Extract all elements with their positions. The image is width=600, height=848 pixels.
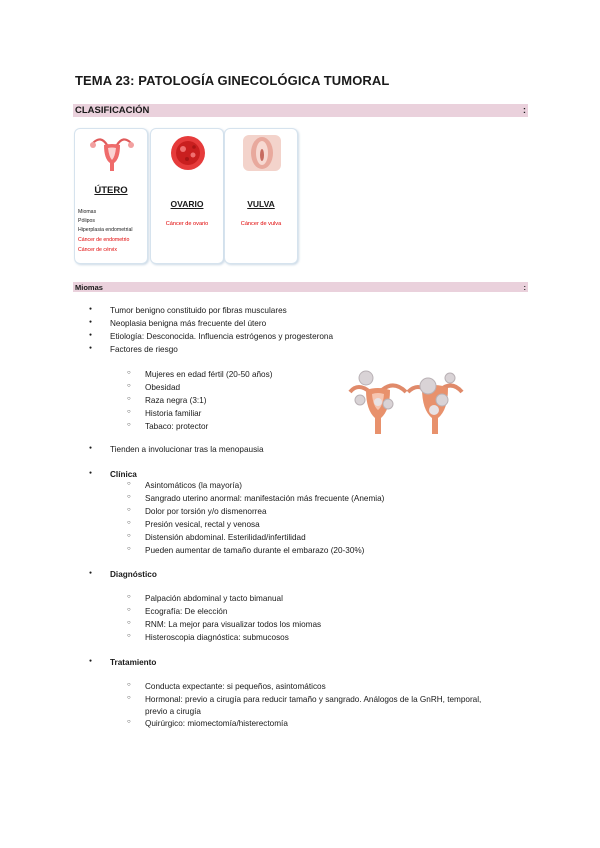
list-item: ○ Conducta expectante: si pequeños, asintomáticos bbox=[145, 682, 326, 691]
section-header-clasificacion bbox=[73, 104, 528, 117]
subsection-clinica: ● Clínica bbox=[110, 470, 137, 479]
card-subtitle: Cáncer de ovario bbox=[165, 221, 209, 227]
list-item-continuation: previo a cirugía bbox=[145, 707, 201, 716]
list-item: ● Etiología: Desconocida. Influencia estrógenos y progesterona bbox=[110, 332, 333, 341]
list-item: ○ Tabaco: protector bbox=[145, 422, 208, 431]
card-ovario bbox=[150, 128, 224, 264]
list-item: ○ Ecografía: De elección bbox=[145, 607, 227, 616]
uterus-icon bbox=[87, 133, 137, 173]
list-item: ○ Historia familiar bbox=[145, 409, 201, 418]
card-item: Hiperplasia endometrial bbox=[78, 227, 133, 233]
section-colon: : bbox=[523, 282, 526, 292]
list-item: ○ Hormonal: previo a cirugía para reducir tamaño y sangrado. Análogos de la GnRH, temporal, bbox=[145, 695, 481, 704]
list-item: ○ Sangrado uterino anormal: manifestación más frecuente (Anemia) bbox=[145, 494, 384, 503]
card-item: Miomas bbox=[78, 209, 97, 215]
subsection-tratamiento: ● Tratamiento bbox=[110, 658, 156, 667]
section-heading: CLASIFICACIÓN bbox=[75, 105, 150, 116]
card-title: OVARIO bbox=[170, 199, 204, 209]
vulva-icon bbox=[237, 133, 287, 173]
page-title: TEMA 23: PATOLOGÍA GINECOLÓGICA TUMORAL bbox=[75, 73, 390, 88]
section-heading: Miomas bbox=[75, 282, 103, 292]
card-vulva bbox=[224, 128, 298, 264]
card-subtitle: Cáncer de vulva bbox=[240, 221, 282, 227]
list-item: ○ Raza negra (3:1) bbox=[145, 396, 206, 405]
card-item: Cáncer de cérvix bbox=[78, 247, 117, 253]
list-item: ○ RNM: La mejor para visualizar todos los miomas bbox=[145, 620, 321, 629]
card-item: Pólipos bbox=[78, 218, 96, 224]
fibroid-uterus-illustration bbox=[348, 362, 464, 434]
subsection-diagnostico: ● Diagnóstico bbox=[110, 570, 157, 579]
list-item: ● Tumor benigno constituido por fibras musculares bbox=[110, 306, 287, 315]
list-item: ○ Dolor por torsión y/o dismenorrea bbox=[145, 507, 267, 516]
section-header-miomas bbox=[73, 282, 528, 292]
list-item: ○ Presión vesical, rectal y venosa bbox=[145, 520, 260, 529]
ovary-icon bbox=[163, 133, 213, 173]
card-title: ÚTERO bbox=[94, 185, 128, 196]
list-item: ○ Pueden aumentar de tamaño durante el embarazo (20-30%) bbox=[145, 546, 364, 555]
card-title: VULVA bbox=[247, 199, 275, 209]
list-item: ○ Distensión abdominal. Esterilidad/infertilidad bbox=[145, 533, 306, 542]
card-item: Cáncer de endometrio bbox=[78, 237, 130, 243]
list-item: ○ Obesidad bbox=[145, 383, 180, 392]
section-colon: : bbox=[522, 105, 526, 116]
list-item: ○ Asintomáticos (la mayoría) bbox=[145, 481, 242, 490]
card-utero bbox=[74, 128, 148, 264]
list-item: ● Factores de riesgo bbox=[110, 345, 178, 354]
list-item: ● Tienden a involucionar tras la menopausia bbox=[110, 445, 264, 454]
list-item: ● Neoplasia benigna más frecuente del útero bbox=[110, 319, 266, 328]
list-item: ○ Histeroscopia diagnóstica: submucosos bbox=[145, 633, 289, 642]
list-item: ○ Palpación abdominal y tacto bimanual bbox=[145, 594, 283, 603]
list-item: ○ Mujeres en edad fértil (20-50 años) bbox=[145, 370, 272, 379]
list-item: ○ Quirúrgico: miomectomía/histerectomía bbox=[145, 719, 288, 728]
